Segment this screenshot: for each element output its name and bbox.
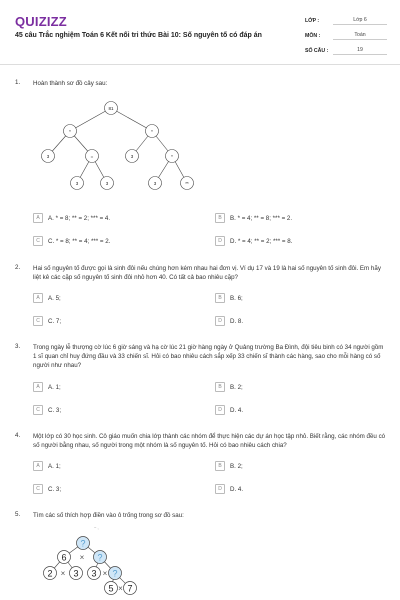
option-letter-box: A [33,461,43,471]
question-number: 5. [15,511,21,518]
option-letter-box: B [215,293,225,303]
answer-option-d[interactable] [215,236,292,246]
question-number: 1. [15,79,21,86]
meta-row-count [305,43,387,58]
meta-label: MÔN : [305,32,321,39]
option-letter-box: D [215,316,225,326]
diagram-node: 6 [61,552,67,563]
option-text: B. 6; [230,294,243,302]
question-number: 3. [15,343,21,350]
option-letter-box: D [215,405,225,415]
tree-node: 3 [153,180,157,186]
option-text: A. 1; [48,462,61,470]
option-text: A. 5; [48,294,61,302]
meta-row-subject [305,28,387,43]
answer-option-a[interactable] [33,293,61,303]
answer-option-a[interactable] [33,461,61,471]
diagram-node: 3 [73,568,79,579]
document-title: 45 câu Trắc nghiệm Toán 6 Kết nối tri thức Bài 10: Số nguyên tố có đáp án [15,32,262,39]
factor-fill-diagram [38,522,158,600]
tree-node: * [151,129,153,134]
diagram-node: ? [112,568,118,579]
question-text: Một lớp có 30 học sinh. Cô giáo muốn chia lớp thành các nhóm để thực hiện các dự án học tập nhỏ. Biết rằng, các nhóm đều có số người bằng nhau, số người trong một nhóm là số nguyên tố. Hỏi có bao nhiêu cách chia? [33,433,386,449]
diagram-node: ? [97,552,103,563]
answer-option-a[interactable] [33,213,110,223]
option-text: B. * = 4; ** = 8; *** = 2. [230,214,293,222]
option-letter-box: A [33,213,43,223]
option-text: C. 7; [48,317,62,325]
option-letter-box: B [215,213,225,223]
times-sign: × [102,569,108,578]
meta-value: Lớp 6 [333,17,387,25]
option-letter-box: D [215,484,225,494]
answer-option-a[interactable] [33,382,61,392]
answer-option-b[interactable] [215,213,292,223]
option-text: B. 2; [230,383,243,391]
option-text: C. 3; [48,406,62,414]
quizizz-logo: QUIZIZZ [15,14,67,29]
option-text: A. 1; [48,383,61,391]
answer-option-c[interactable] [33,236,110,246]
answer-option-d[interactable] [215,484,243,494]
answer-option-d[interactable] [215,405,243,415]
option-letter-box: A [33,382,43,392]
answer-option-c[interactable] [33,484,61,494]
diagram-node: 3 [91,568,97,579]
option-text: A. * = 8; ** = 2; *** = 4. [48,214,111,222]
tree-node: 3 [46,153,50,159]
option-letter-box: C [33,236,43,246]
answer-option-c[interactable] [33,405,61,415]
option-text: D. * = 4; ** = 2; *** = 8. [230,237,293,245]
option-text: D. 4. [230,406,244,414]
option-letter-box: A [33,293,43,303]
option-text: B. 2; [230,462,243,470]
meta-value: Toán [333,32,387,40]
tree-node-root: 81 [108,105,114,111]
option-letter-box: B [215,382,225,392]
header-divider [0,64,400,65]
tree-node: 3 [75,180,79,186]
option-letter-box: C [33,484,43,494]
question-text: Tìm các số thích hợp điền vào ô trống trong sơ đồ sau: [33,512,184,519]
question-text: Hai số nguyên tố được gọi là sinh đôi nếu chúng hơn kém nhau hai đơn vị. Ví dụ 17 và 19 là hai số nguyên tố sinh đôi. Em hãy liệt kê các cặp số nguyên tố sinh đôi nhỏ hơn 40. Có tất cả bao nhiêu cặp? [33,265,381,281]
answer-option-b[interactable] [215,461,243,471]
diagram-node: 2 [47,568,53,579]
tree-node: * [171,153,173,159]
question-text: Hoàn thành sơ đồ cây sau: [33,80,108,87]
option-text: C. 3; [48,485,62,493]
meta-panel [305,13,387,58]
times-sign: × [60,569,66,578]
option-text: C. * = 8; ** = 4; *** = 2. [48,237,111,245]
question-number: 4. [15,432,21,439]
answer-option-c[interactable] [33,316,61,326]
diagram-node: ? [80,538,86,549]
factor-tree-diagram [30,96,210,200]
option-letter-box: D [215,236,225,246]
option-letter-box: C [33,405,43,415]
answer-option-b[interactable] [215,382,243,392]
tree-node: * [69,129,71,134]
answer-option-b[interactable] [215,293,243,303]
tree-node: = [90,153,94,159]
times-sign: × [79,553,85,562]
meta-value: 19 [333,47,387,55]
question-text: Trong ngày lễ thượng cờ lúc 6 giờ sáng và hạ cờ lúc 21 giờ hàng ngày ở Quảng trường Ba Đình, đội tiêu binh có 34 người gồm 1 sĩ quan chỉ huy đứng đầu và 33 chiến sĩ. Hỏi có bao nhiêu cách sắp xếp 33 chiến sĩ thành các hàng, sao cho mỗi hàng có số người như nhau? [33,344,384,369]
meta-row-class [305,13,387,28]
option-text: D. 8. [230,317,244,325]
option-letter-box: C [33,316,43,326]
diagram-mark: ~ , [94,525,99,530]
tree-node: 3 [105,180,109,186]
question-number: 2. [15,264,21,271]
option-letter-box: B [215,461,225,471]
diagram-node: 7 [127,583,133,594]
diagram-node: 5 [108,583,114,594]
answer-option-d[interactable] [215,316,243,326]
tree-node: 3 [130,153,134,159]
times-sign: × [118,584,123,593]
option-text: D. 4. [230,485,244,493]
tree-node: ** [185,180,189,186]
meta-label: SỐ CÂU : [305,47,329,54]
meta-label: LỚP : [305,17,320,24]
